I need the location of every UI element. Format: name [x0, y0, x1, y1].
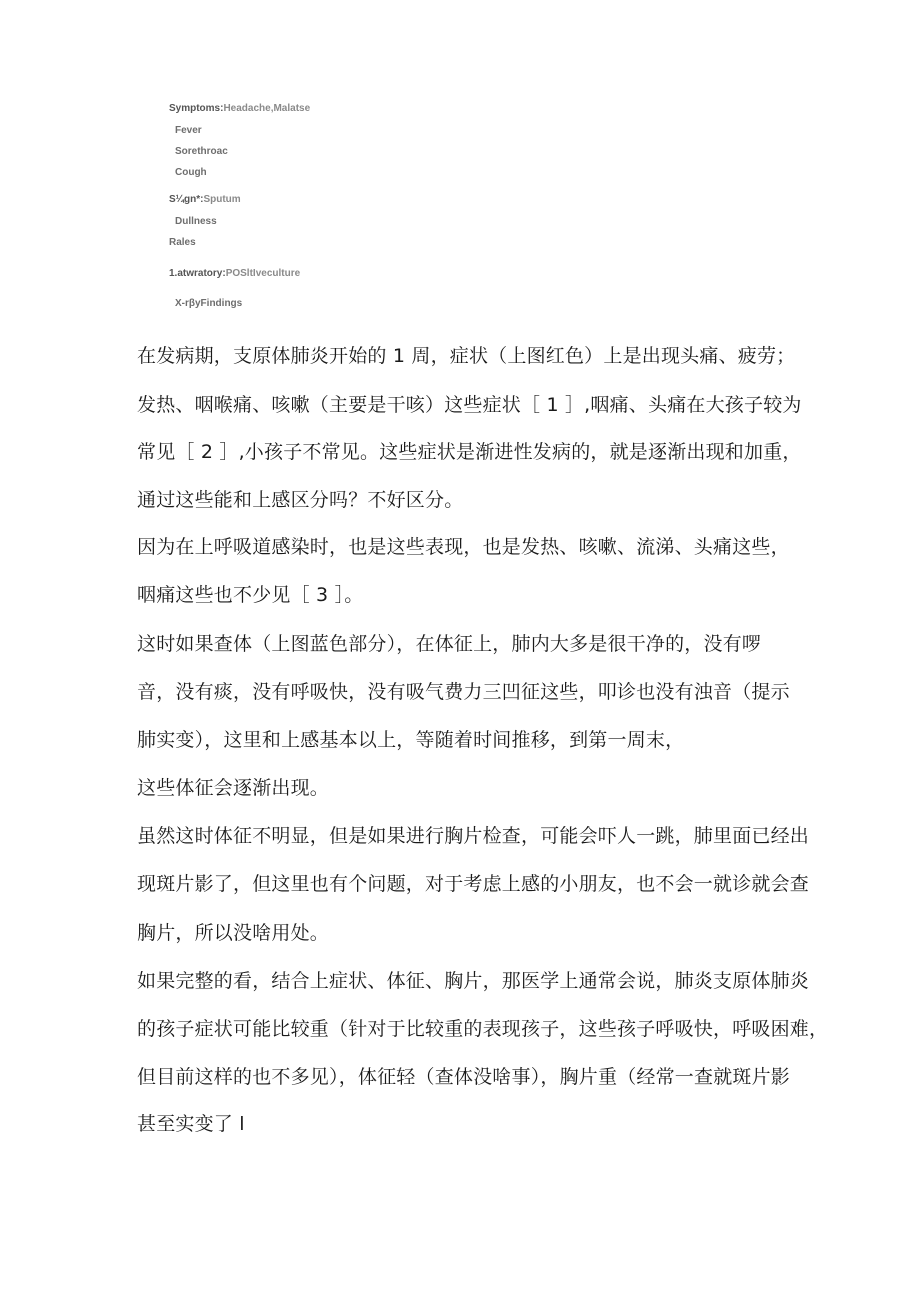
cough-label: Cough — [175, 167, 207, 178]
symptoms-value: Headache,Malatse — [223, 103, 311, 114]
text-line: 通过这些能和上感区分吗？不好区分。 — [137, 489, 464, 511]
text-line: 咽痛这些也不少见［ 3 ］。 — [137, 584, 364, 606]
signs-label — [169, 194, 241, 205]
xray-label: X-rβyFindings — [175, 298, 243, 309]
text-line: 常见［ 2 ］,小孩子不常见。这些症状是渐进性发病的，就是逐渐出现和加重， — [137, 441, 802, 463]
rales-label: Rales — [169, 237, 196, 248]
text-line: 但目前这样的也不多见），体征轻（查体没啥事），胸片重（经常一查就斑片影 — [137, 1066, 791, 1088]
laboratory-label — [169, 268, 300, 279]
text-line: 如果完整的看，结合上症状、体征、胸片，那医学上通常会说，肺炎支原体肺炎 — [137, 970, 810, 992]
text-line: 发热、咽喉痛、咳嗽（主要是干咳）这些症状［ 1 ］,咽痛、头痛在大孩子较为 — [137, 394, 802, 416]
signs-value: Sputum — [203, 194, 241, 205]
text-line: 的孩子症状可能比较重（针对于比较重的表现孩子，这些孩子呼吸快，呼吸困难， — [137, 1018, 829, 1040]
sore-throat-label: Sorethroac — [175, 146, 228, 157]
dullness-label: Dullness — [175, 216, 217, 227]
laboratory-key: 1.atwratory: — [169, 268, 226, 279]
text-line: 虽然这时体征不明显，但是如果进行胸片检查，可能会吓人一跳，肺里面已经出 — [137, 825, 810, 847]
text-line: 因为在上呼吸道感染时，也是这些表现，也是发热、咳嗽、流涕、头痛这些， — [137, 536, 790, 558]
laboratory-value: POSltIveculture — [225, 268, 301, 279]
text-line: 现斑片影了，但这里也有个问题，对于考虑上感的小朋友，也不会一就诊就会查 — [137, 873, 810, 895]
text-line: 在发病期，支原体肺炎开始的 1 周，症状（上图红色）上是出现头痛、疲劳； — [137, 345, 796, 367]
symptoms-label — [169, 103, 310, 114]
text-line: 音，没有痰，没有呼吸快，没有吸气费力三凹征这些，叩诊也没有浊音（提示 — [137, 681, 790, 703]
signs-key: S¼gn*: — [169, 194, 204, 205]
text-line: 这些体征会逐渐出现。 — [137, 777, 330, 799]
fever-label: Fever — [175, 125, 202, 136]
text-line: 甚至实变了 l — [137, 1113, 245, 1135]
symptoms-key: Symptoms: — [169, 103, 224, 114]
figure-labels — [0, 0, 920, 320]
text-line: 这时如果查体（上图蓝色部分），在体征上，肺内大多是很干净的，没有啰 — [137, 633, 762, 655]
text-line: 肺实变），这里和上感基本以上，等随着时间推移，到第一周末， — [137, 729, 685, 751]
text-line: 胸片，所以没啥用处。 — [137, 922, 330, 944]
